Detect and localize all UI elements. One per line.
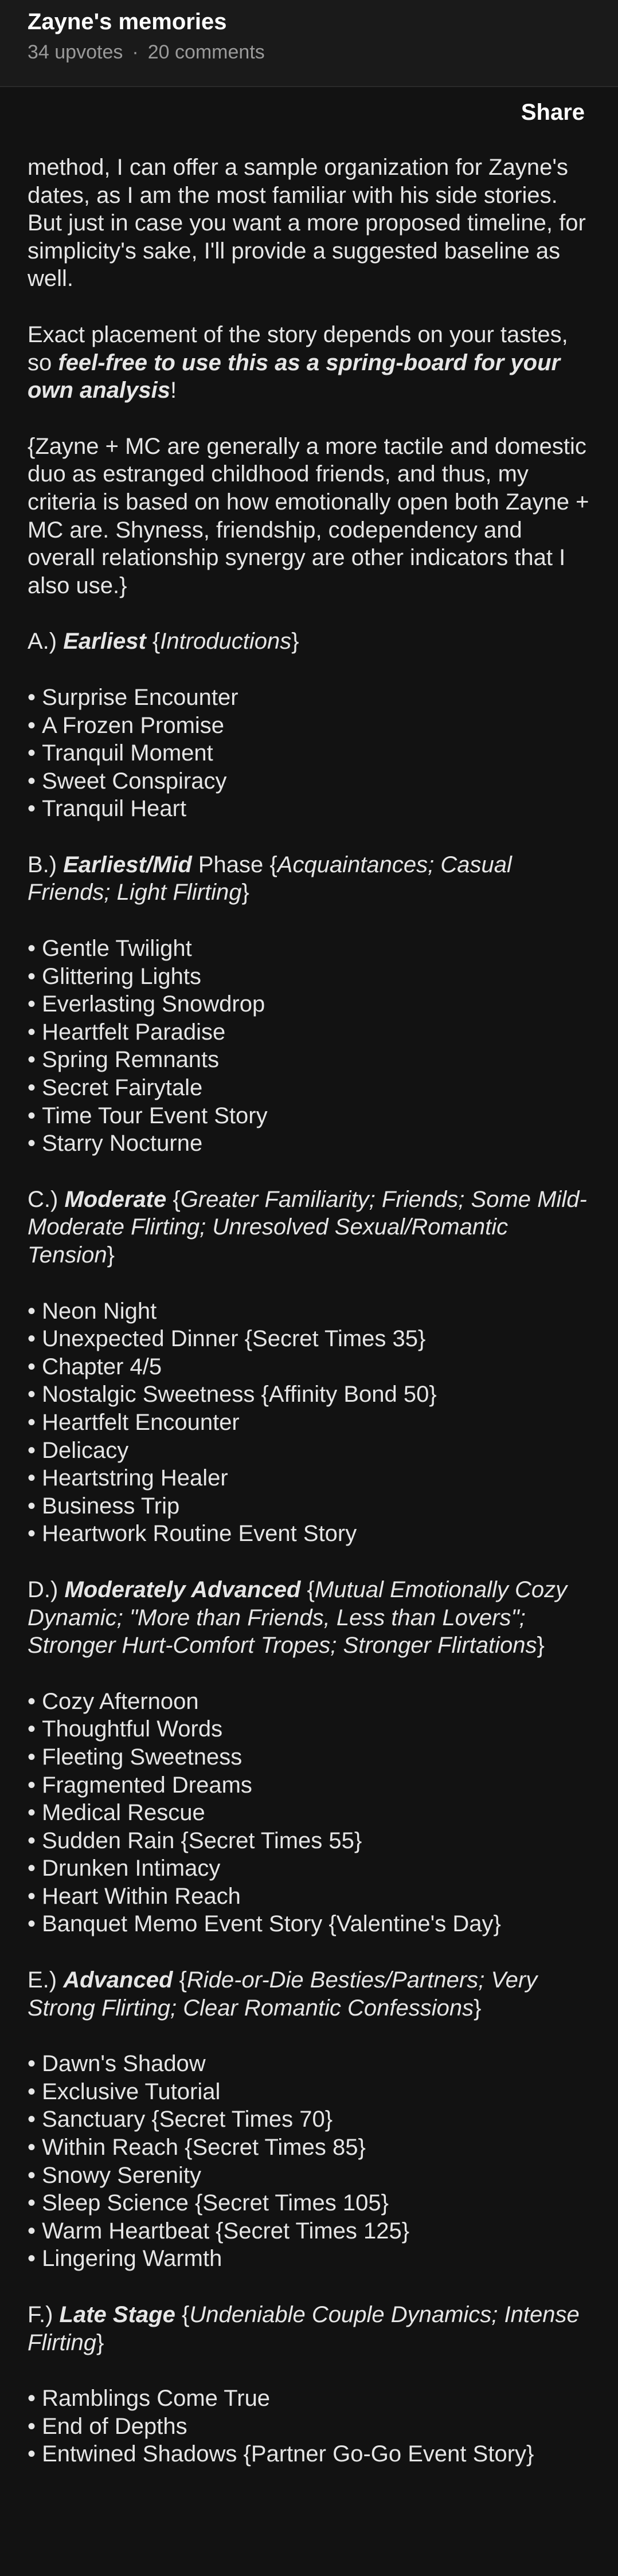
- list-item: • Sleep Science {Secret Times 105}: [28, 2189, 595, 2217]
- intro-paragraph: method, I can offer a sample organization for Zayne's dates, as I am the most familiar with his side stories. But just in case you want a more proposed timeline, for simplicity's sake, I'll provide a suggested baseline as well.: [28, 155, 586, 292]
- list-item: • Business Trip: [28, 1492, 595, 1520]
- list-item: • Tranquil Heart: [28, 795, 595, 823]
- stage-description: Introductions: [160, 629, 292, 654]
- list-item: • Exclusive Tutorial: [28, 2078, 595, 2106]
- list-item: • Fragmented Dreams: [28, 1771, 595, 1799]
- stage-name: Moderate: [64, 1186, 167, 1212]
- section-close: }: [96, 2330, 104, 2355]
- list-item: • Sudden Rain {Secret Times 55}: [28, 1827, 595, 1855]
- section-heading: [28, 2301, 595, 2357]
- stage-name: Moderately Advanced: [64, 1577, 301, 1602]
- list-item: • Medical Rescue: [28, 1799, 595, 1827]
- list-item: • Warm Heartbeat {Secret Times 125}: [28, 2217, 595, 2245]
- section-prefix: E.): [28, 1967, 64, 1993]
- story-list: [28, 2385, 595, 2468]
- list-item: • Within Reach {Secret Times 85}: [28, 2134, 595, 2162]
- section-prefix: C.): [28, 1186, 65, 1212]
- section-close: }: [241, 880, 249, 905]
- list-item: • Chapter 4/5: [28, 1353, 595, 1381]
- post-body: [28, 154, 595, 2496]
- upvote-count: 34 upvotes: [28, 41, 123, 63]
- share-button[interactable]: Share: [521, 100, 585, 125]
- post-header: [0, 0, 618, 87]
- section-suffix: {: [146, 629, 161, 654]
- stage-name: Earliest: [63, 629, 146, 654]
- story-list: [28, 684, 595, 823]
- emphasis-text: feel-free to use this as a spring-board for your own analysis: [28, 350, 561, 403]
- list-item: • Fleeting Sweetness: [28, 1743, 595, 1771]
- list-item: • Heartfelt Paradise: [28, 1018, 595, 1046]
- list-item: • Banquet Memo Event Story {Valentine's Day}: [28, 1910, 595, 1938]
- list-item: • Secret Fairytale: [28, 1074, 595, 1102]
- section-prefix: B.): [28, 852, 64, 877]
- list-item: • Everlasting Snowdrop: [28, 990, 595, 1018]
- list-item: • Starry Nocturne: [28, 1130, 595, 1158]
- section-close: }: [537, 1633, 545, 1658]
- meta-separator: ·: [132, 41, 139, 63]
- section-suffix: {: [173, 1967, 187, 1993]
- intro-text: Exact placement of the story depends on your tastes, so: [28, 321, 568, 375]
- list-item: • Unexpected Dinner {Secret Times 35}: [28, 1325, 595, 1353]
- section-prefix: F.): [28, 2302, 60, 2327]
- intro-text: !: [170, 378, 177, 403]
- list-item: • Dawn's Shadow: [28, 2050, 595, 2078]
- section-heading: [28, 1576, 595, 1660]
- section-prefix: A.): [28, 629, 64, 654]
- list-item: • Neon Night: [28, 1297, 595, 1326]
- list-item: • Glittering Lights: [28, 963, 595, 991]
- section-heading: [28, 628, 595, 656]
- stage-description: Undeniable Couple Dynamics; Intense Flirting: [28, 2302, 580, 2355]
- list-item: • Heart Within Reach: [28, 1883, 595, 1911]
- section-suffix: {: [166, 1186, 181, 1212]
- stage-name: Advanced: [63, 1967, 173, 1993]
- comment-count[interactable]: 20 comments: [147, 41, 265, 63]
- list-item: • Cozy Afternoon: [28, 1688, 595, 1716]
- section-suffix: {: [175, 2302, 190, 2327]
- list-item: • Heartfelt Encounter: [28, 1409, 595, 1437]
- stage-description: Mutual Emotionally Cozy Dynamic; "More than Friends, Less than Lovers"; Stronger Hurt-Comfort Tropes; Stronger Flirtations: [28, 1577, 568, 1658]
- share-row: [0, 87, 618, 146]
- stage-name: Earliest/Mid: [63, 852, 192, 877]
- story-list: [28, 2050, 595, 2273]
- list-item: • Nostalgic Sweetness {Affinity Bond 50}: [28, 1381, 595, 1409]
- story-list: [28, 935, 595, 1158]
- list-item: • Delicacy: [28, 1437, 595, 1465]
- list-item: • Heartwork Routine Event Story: [28, 1520, 595, 1548]
- list-item: • Heartstring Healer: [28, 1464, 595, 1492]
- list-item: • Sweet Conspiracy: [28, 767, 595, 795]
- section-heading: [28, 851, 595, 907]
- list-item: • Spring Remnants: [28, 1046, 595, 1074]
- stage-description: Acquaintances; Casual Friends; Light Flirting: [28, 852, 512, 905]
- story-list: [28, 1688, 595, 1938]
- list-item: • End of Depths: [28, 2413, 595, 2441]
- list-item: • Sanctuary {Secret Times 70}: [28, 2106, 595, 2134]
- list-item: • Tranquil Moment: [28, 739, 595, 767]
- section-suffix: {: [300, 1577, 315, 1602]
- stage-description: Greater Familiarity; Friends; Some Mild-Moderate Flirting; Unresolved Sexual/Romantic Tension: [28, 1186, 587, 1268]
- section-heading: [28, 1966, 595, 2022]
- list-item: • Lingering Warmth: [28, 2245, 595, 2273]
- stage-name: Late Stage: [59, 2302, 175, 2327]
- list-item: • Thoughtful Words: [28, 1715, 595, 1743]
- list-item: • Entwined Shadows {Partner Go-Go Event Story}: [28, 2440, 595, 2468]
- intro-paragraph: [28, 321, 595, 405]
- list-item: • Gentle Twilight: [28, 935, 595, 963]
- section-heading: [28, 1186, 595, 1269]
- section-close: }: [291, 629, 299, 654]
- post-meta: [28, 41, 265, 64]
- intro-paragraph: {Zayne + MC are generally a more tactile and domestic duo as estranged childhood friends, and thus, my criteria is based on how emotionally open both Zayne + MC are. Shyness, friendship, codependency and overall relationship synergy are other indicators that I also use.}: [28, 433, 589, 598]
- section-prefix: D.): [28, 1577, 65, 1602]
- story-list: [28, 1297, 595, 1548]
- list-item: • Snowy Serenity: [28, 2162, 595, 2190]
- post-title[interactable]: Zayne's memories: [28, 9, 227, 34]
- list-item: • A Frozen Promise: [28, 712, 595, 740]
- list-item: • Surprise Encounter: [28, 684, 595, 712]
- list-item: • Drunken Intimacy: [28, 1854, 595, 1883]
- section-close: }: [107, 1242, 115, 1268]
- section-suffix: Phase {: [191, 852, 277, 877]
- stage-description: Ride-or-Die Besties/Partners; Very Strong Flirting; Clear Romantic Confessions: [28, 1967, 538, 2021]
- section-close: }: [474, 1995, 482, 2021]
- list-item: • Ramblings Come True: [28, 2385, 595, 2413]
- list-item: • Time Tour Event Story: [28, 1102, 595, 1130]
